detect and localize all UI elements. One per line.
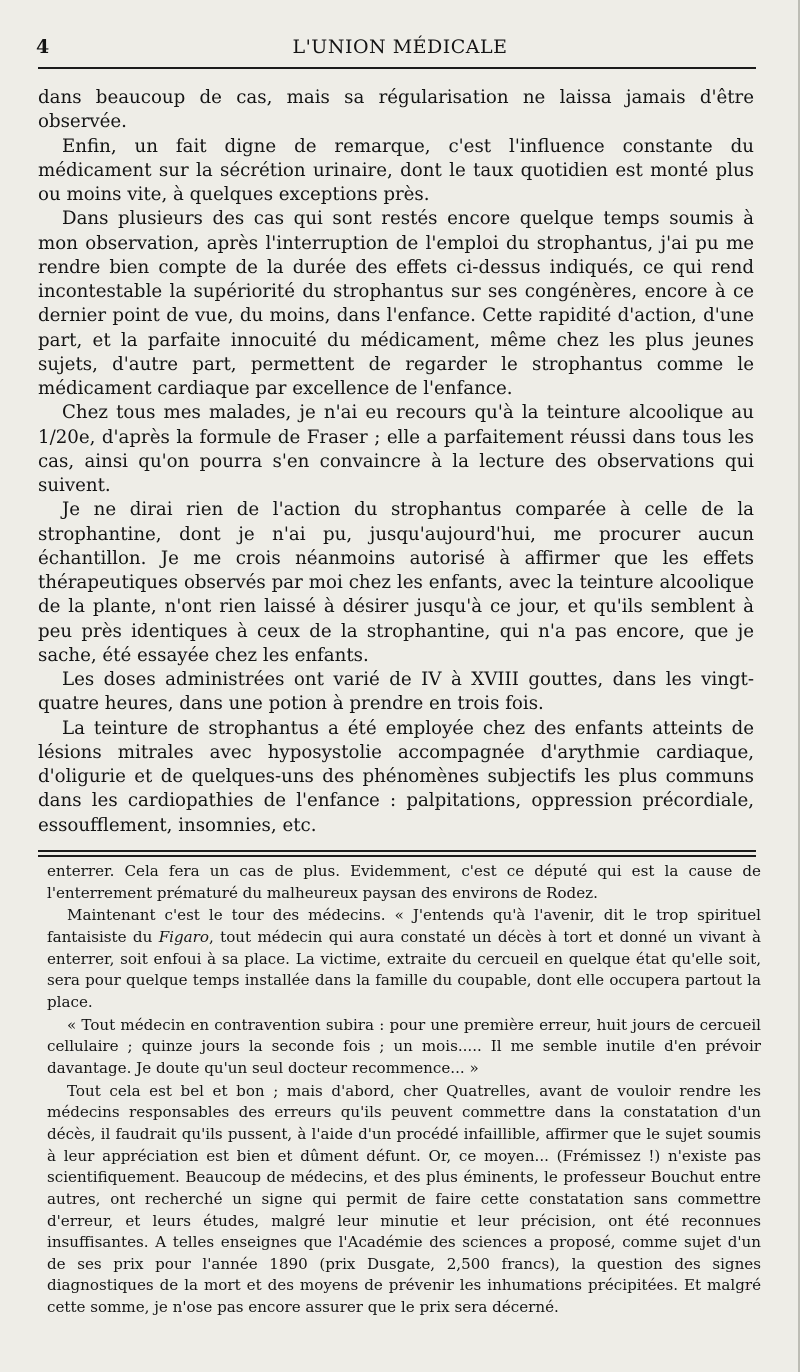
header-rule xyxy=(38,67,756,69)
article-paragraph-urinary-secretion: Enfin, un fait digne de remarque, c'est l'influence constante du médicament sur la sécrétion urinaire, dont le taux quotidien est monté plus ou moins vite, à quelques exceptions près. xyxy=(38,135,754,205)
page-number: 4 xyxy=(36,36,50,58)
article-paragraph-doses: Les doses administrées ont varié de IV à XVIII gouttes, dans les vingt-quatre heures, dans une potion à prendre en trois fois. xyxy=(38,669,754,715)
article-body xyxy=(38,86,754,838)
article-paragraph-indications: La teinture de strophantus a été employée chez des enfants atteints de lésions mitrales avec hyposystolie accompagnée d'arythmie cardiaque, d'oligurie et de quelques-uns des phénomènes subjectifs les plus communs dans les cardiopathies de l'enfance : palpitations, oppression précordiale, essoufflement, insomnies, etc. xyxy=(38,717,754,836)
feuilleton-paragraph-penalties: « Tout médecin en contravention subira : pour une première erreur, huit jours de cercueil cellulaire ; quinze jours la seconde fois ; un mois..... Il me semble inutile d'en prévoir davantage. Je doute qu'un seul docteur recommence... » xyxy=(47,1015,761,1077)
feuilleton-paragraph-doctors xyxy=(47,905,761,1013)
feuilleton-paragraph-continuation: enterrer. Cela fera un cas de plus. Evidemment, c'est ce député qui est la cause de l'enterrement prématuré du malheureux paysan des environs de Rodez. xyxy=(47,862,761,902)
feuilleton-paragraph-prize: Tout cela est bel et bon ; mais d'abord, cher Quatrelles, avant de vouloir rendre les médecins responsables des erreurs qu'ils peuvent commettre dans la constatation d'un décès, il faudrait qu'ils pussent, à l'aide d'un procédé infaillible, affirmer que le sujet soumis à leur appréciation est bien et dûment défunt. Or, ce moyen... (Frémissez !) n'existe pas scientifiquement. Beaucoup de médecins, et des plus éminents, le professeur Bouchut entre autres, ont recherché un signe qui permit de faire cette constatation sans commettre d'erreur, et leurs études, malgré leur minutie et leur précision, ont été reconnues insuffisantes. A telles enseignes que l'Académie des sciences a proposé, comme sujet d'un de ses prix pour l'année 1890 (prix Dusgate, 2,500 francs), la question des signes diagnostiques de la mort et des moyens de prévenir les inhumations précipitées. Et malgré cette somme, je n'ose pas encore assurer que le prix sera décerné. xyxy=(47,1081,761,1317)
feuilleton-rule-upper xyxy=(38,850,756,852)
feuilleton-quote-rest: , tout médecin qui aura constaté un décès à tort et donné un vivant à enterrer, soit enfoui à sa place. La victime, extraite du cercueil en quelque état qu'elle soit, sera pour quelque temps installée dans la famille du coupable, dont elle occupera partout la place. xyxy=(47,927,762,1011)
feuilleton-rule-lower xyxy=(38,855,756,857)
page-header xyxy=(36,36,764,60)
publication-title: L'UNION MÉDICALE xyxy=(292,36,508,58)
article-paragraph-strophantine: Je ne dirai rien de l'action du strophantus comparée à celle de la strophantine, dont je n'ai pu, jusqu'aujourd'hui, me procurer aucun échantillon. Je me crois néanmoins autorisé à affirmer que les effets thérapeutiques observés par moi chez les enfants, avec la teinture alcoolique de la plante, n'ont rien laissé à désirer jusqu'à ce jour, et qu'ils semblent à peu près identiques à ceux de la strophantine, qui n'a pas encore, que je sache, été essayée chez les enfants. xyxy=(38,499,754,666)
feuilleton-quote-intro: Maintenant c'est le tour des médecins. « J'entends qu'à l'avenir, dit le trop spirituel fantaisiste du xyxy=(47,906,761,946)
figaro-title: Figaro xyxy=(158,927,209,946)
article-paragraph-tincture: Chez tous mes malades, je n'ai eu recours qu'à la teinture alcoolique au 1/20e, d'après la formule de Fraser ; elle a parfaitement réussi dans tous les cas, ainsi qu'on pourra s'en convaincre à la lecture des observations qui suivent. xyxy=(38,402,754,496)
article-paragraph-duration: Dans plusieurs des cas qui sont restés encore quelque temps soumis à mon observation, après l'interruption de l'emploi du strophantus, j'ai pu me rendre bien compte de la durée des effets ci-dessus indiqués, ce qui rend incontestable la supériorité du strophantus sur ses congénères, encore à ce dernier point de vue, du moins, dans l'enfance. Cette rapidité d'action, d'une part, et la parfaite innocuité du médicament, même chez les plus jeunes sujets, d'autre part, permettent de regarder le strophantus comme le médicament cardiaque par excellence de l'enfance. xyxy=(38,208,754,399)
feuilleton-text xyxy=(47,861,761,1320)
article-paragraph-continuation: dans beaucoup de cas, mais sa régularisation ne laissa jamais d'être observée. xyxy=(38,87,754,133)
